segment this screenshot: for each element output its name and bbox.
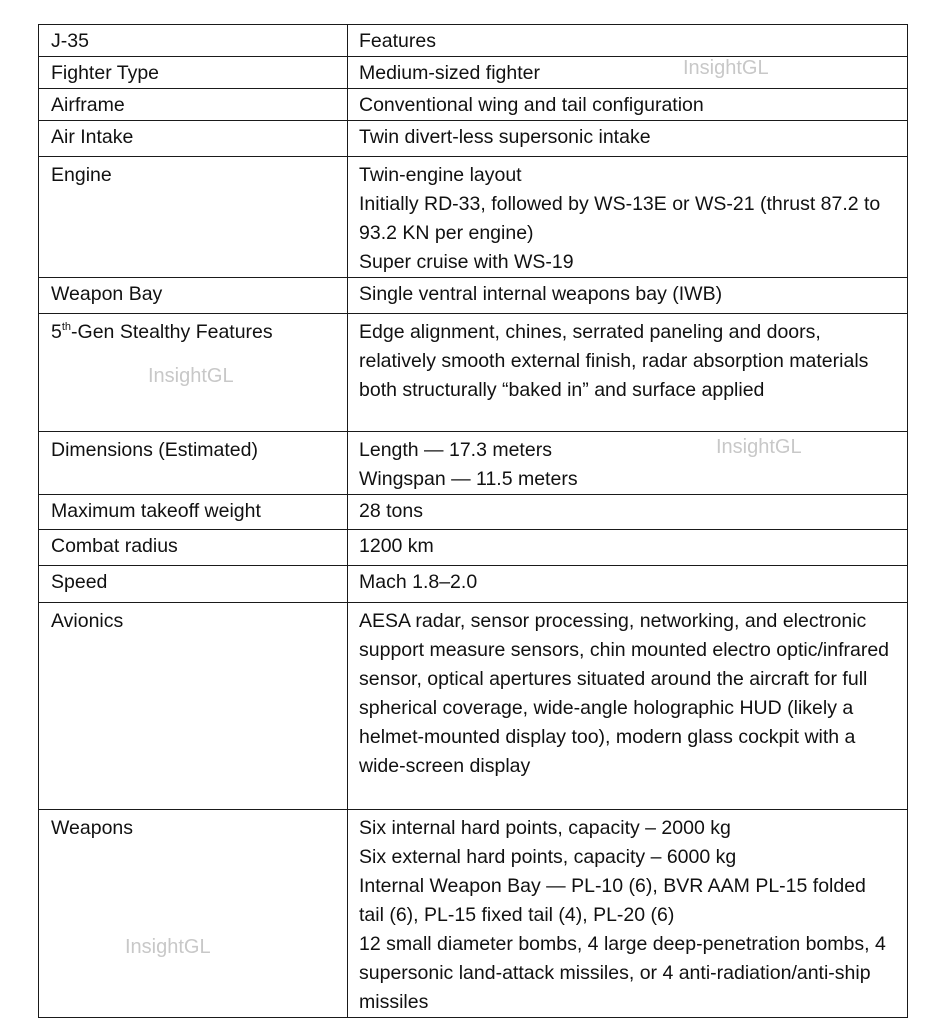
row-value: [348, 89, 908, 121]
value-line: Mach 1.8–2.0: [359, 571, 478, 593]
value-line: Edge alignment, chines, serrated paneling and doors, relatively smooth external finish, radar absorption materials both structurally “baked in” and surface applied: [359, 321, 869, 401]
value-line: 1200 km: [359, 535, 434, 557]
table-row: [39, 432, 908, 495]
table-header-row: [39, 25, 908, 57]
value-line: Conventional wing and tail configuration: [359, 94, 704, 116]
value-line: Six external hard points, capacity – 6000 kg: [359, 846, 737, 868]
value-line: 28 tons: [359, 500, 423, 522]
value-line: AESA radar, sensor processing, networking, and electronic support measure sensors, chin mounted electro optic/infrared sensor, optical apertures situated around the aircraft for full spherical coverage, wide-angle holographic HUD (likely a helmet-mounted display too), modern glass cockpit with a wide-screen display: [359, 610, 890, 777]
specs-table: [38, 24, 908, 1018]
row-value: [348, 530, 908, 566]
row-value: [348, 495, 908, 530]
row-value: [348, 121, 908, 157]
watermark: InsightGL: [716, 436, 802, 458]
value-line: Super cruise with WS-19: [359, 251, 574, 273]
row-label: Dimensions (Estimated): [39, 432, 348, 495]
row-value: [348, 432, 908, 495]
table-row: [39, 495, 908, 530]
header-label: J-35: [39, 25, 348, 57]
row-value: [348, 314, 908, 432]
row-label: Weapon Bay: [39, 278, 348, 314]
label-superscript: th: [61, 321, 72, 333]
table-row: [39, 603, 908, 810]
header-value: Features: [348, 25, 908, 57]
row-label: Maximum takeoff weight: [39, 495, 348, 530]
table-row: [39, 57, 908, 89]
row-label: [39, 314, 348, 432]
value-line: Single ventral internal weapons bay (IWB): [359, 283, 723, 305]
row-value: [348, 57, 908, 89]
table-row: [39, 810, 908, 1018]
table-row: [39, 314, 908, 432]
table-row: [39, 530, 908, 566]
watermark: InsightGL: [683, 57, 769, 79]
value-line: Six internal hard points, capacity – 2000 kg: [359, 817, 731, 839]
row-value: [348, 603, 908, 810]
row-value: [348, 278, 908, 314]
row-label: Engine: [39, 157, 348, 278]
value-line: Wingspan — 11.5 meters: [359, 468, 578, 490]
label-text: -Gen Stealthy Features: [71, 321, 273, 343]
value-line: Length — 17.3 meters: [359, 439, 552, 461]
row-label: Air Intake: [39, 121, 348, 157]
value-line: Medium-sized fighter: [359, 62, 540, 84]
table-row: [39, 278, 908, 314]
row-label: Weapons: [39, 810, 348, 1018]
row-value: [348, 157, 908, 278]
label-prefix: 5: [51, 321, 62, 343]
row-label: Speed: [39, 566, 348, 603]
row-label: Combat radius: [39, 530, 348, 566]
value-line: Initially RD-33, followed by WS-13E or WS-21 (thrust 87.2 to 93.2 KN per engine): [359, 193, 881, 244]
value-line: Twin divert-less supersonic intake: [359, 126, 651, 148]
table-row: [39, 121, 908, 157]
watermark: InsightGL: [125, 936, 211, 958]
row-value: [348, 566, 908, 603]
table-row: [39, 157, 908, 278]
table-row: [39, 89, 908, 121]
row-value: [348, 810, 908, 1018]
value-line: Twin-engine layout: [359, 164, 522, 186]
row-label: Airframe: [39, 89, 348, 121]
value-line: 12 small diameter bombs, 4 large deep-penetration bombs, 4 supersonic land-attack missiles, or 4 anti-radiation/anti-ship missiles: [359, 933, 886, 1013]
row-label: Avionics: [39, 603, 348, 810]
value-line: Internal Weapon Bay — PL-10 (6), BVR AAM PL-15 folded tail (6), PL-15 fixed tail (4), PL-20 (6): [359, 875, 866, 926]
table-row: [39, 566, 908, 603]
watermark: InsightGL: [148, 365, 234, 387]
row-label: Fighter Type: [39, 57, 348, 89]
